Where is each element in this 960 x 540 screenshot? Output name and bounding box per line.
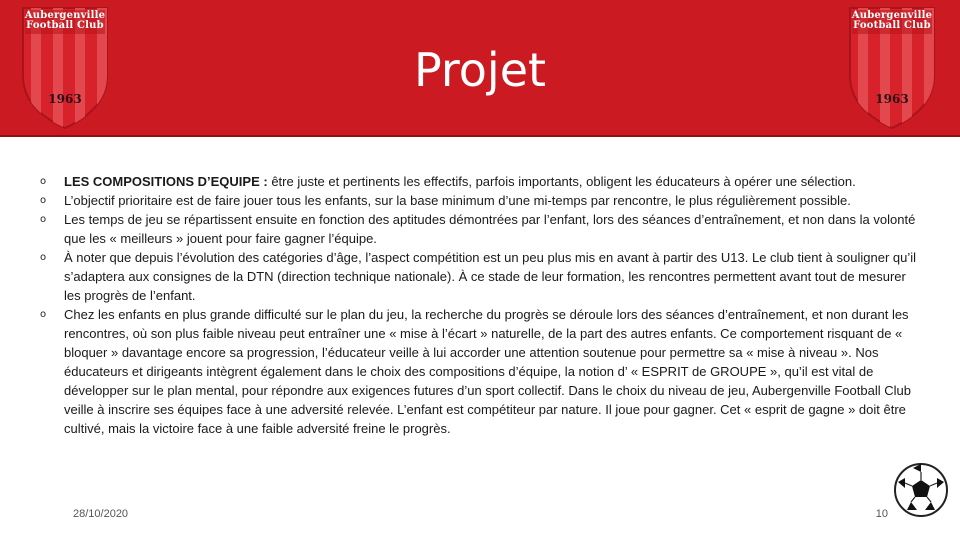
crest-name-line2: Football Club (853, 20, 931, 31)
club-crest-right (846, 6, 938, 130)
bullet-item (40, 172, 920, 191)
footer-date: 28/10/2020 (73, 508, 129, 520)
bullet-item (40, 248, 920, 305)
bullet-text: À noter que depuis l’évolution des catégories d’âge, l’aspect compétition est un peu plus mis en avant à partir des U13. Le club tient à souligner qu’il s’adaptera aux consignes de la DTN (direction technique nationale). À ce stade de leur formation, les rencontres permettent avant tout de mesurer les progrès de l’enfant. (64, 250, 917, 303)
bullet-item (40, 305, 920, 438)
title-banner (0, 0, 960, 137)
bullet-marker: o (40, 252, 47, 263)
bullet-marker: o (40, 309, 47, 320)
crest-club-name (846, 11, 938, 31)
crest-name-line2: Football Club (26, 20, 104, 31)
bullet-item (40, 210, 920, 248)
bullet-text: Chez les enfants en plus grande difficulté sur le plan du jeu, la recherche du progrès se déroule lors des séances d’entraînement, et non durant les rencontres, où son plus faible niveau peut entraîner une « mise à l’écart » naturelle, de la part des autres enfants. Ce comportement risquant de « bloquer » davantage encore sa progression, l’éducateur veille à lui accorder une attention soutenue pour permettre sa « mise à niveau ». Nos éducateurs et dirigeants intègrent également dans le choix des compositions d’équipe, la notion d’ « ESPRIT de GROUPE », qu’il est vital de développer sur le plan mental, pour répondre aux exigences futures d’un sport collectif. Dans le choix du niveau de jeu, Aubergenville Football Club veille à inscrire ses équipes face à une adversité relevée. L’enfant est compétiteur par nature. Il joue pour gagner. Cet « esprit de gagne » doit être cultivé, mais la victoire face à une faible adversité freine le progrès. (64, 307, 911, 436)
bullet-marker: o (40, 195, 47, 206)
bullet-list (40, 172, 920, 438)
bullet-text: Les temps de jeu se répartissent ensuite en fonction des aptitudes démontrées par l’enfant, lors des séances d’entraînement, et non dans la volonté que les « meilleurs » jouent pour faire gagner l’équipe. (64, 212, 916, 246)
page-number: 10 (875, 508, 888, 520)
bullet-item (40, 191, 920, 210)
crest-club-name (19, 11, 111, 31)
crest-name-line1: Aubergenville (24, 10, 106, 21)
bullet-lead: LES COMPOSITIONS D’EQUIPE : (64, 174, 268, 189)
slide-title: Projet (413, 43, 547, 97)
crest-year: 1963 (875, 92, 909, 106)
crest-name-line1: Aubergenville (851, 10, 933, 21)
bullet-marker: o (40, 214, 47, 225)
bullet-text: L’objectif prioritaire est de faire jouer tous les enfants, sur la base minimum d’une mi-temps par rencontre, le plus régulièrement possible. (64, 193, 851, 208)
bullet-text: être juste et pertinents les effectifs, parfois importants, obligent les éducateurs à opérer une sélection. (267, 174, 856, 189)
crest-year: 1963 (48, 92, 82, 106)
bullet-marker: o (40, 176, 47, 187)
soccer-ball-icon (893, 462, 949, 518)
